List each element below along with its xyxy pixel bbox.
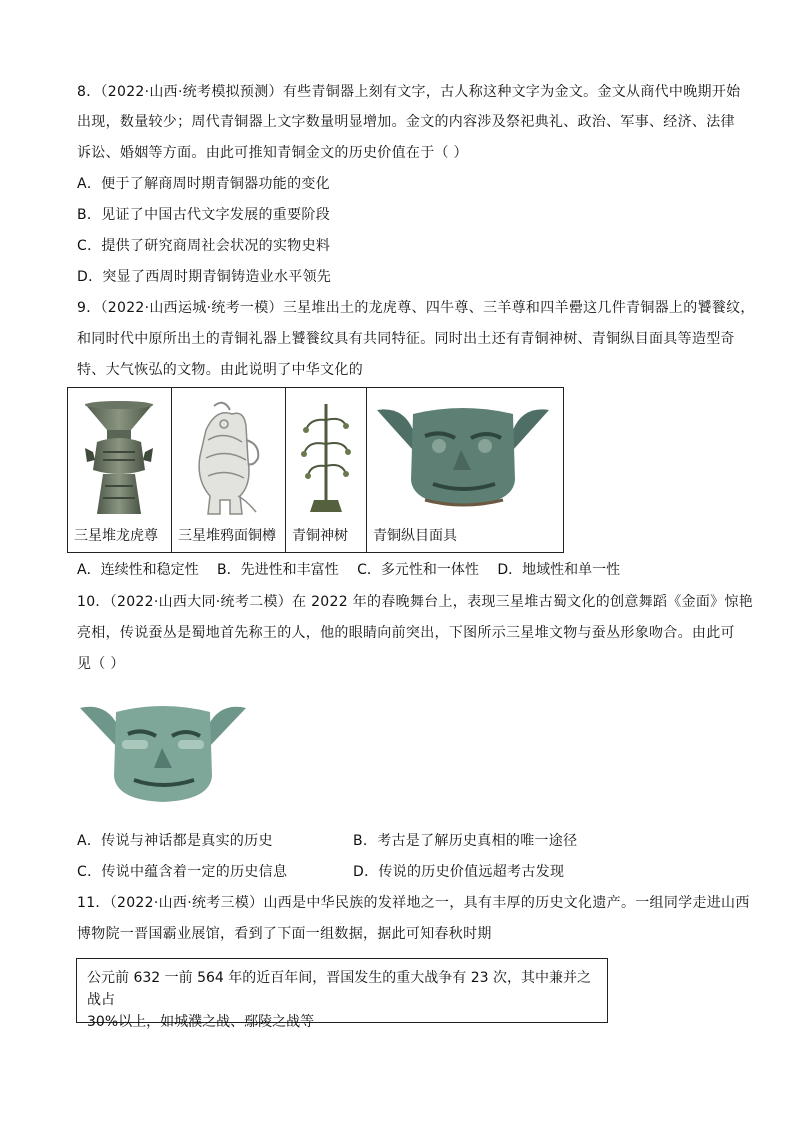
caption-zun: 三星堆龙虎尊 [74,528,158,544]
q10-option-a: A．传说与神话都是真实的历史 [77,833,273,849]
artifact-cell-mask [367,388,563,552]
q8-option-a: A．便于了解商周时期青铜器功能的变化 [77,176,330,192]
bronze-zun-image [79,400,159,518]
q10-option-c: C．传说中蕴含着一定的历史信息 [77,864,288,880]
q10-stem-line-1: 10．（2022·山西大同·统考二模）在 2022 年的春晚舞台上，表现三星堆古蜀文化的创意舞蹈《金面》惊艳 [77,594,754,610]
q10-options-row-2 [77,862,565,882]
q10-options-row-1 [77,831,578,851]
caption-tree: 青铜神树 [292,528,348,544]
q9-option-c: C．多元性和一体性 [357,562,479,578]
q10-stem-line-3: 见（ ） [77,656,125,672]
q11-stem-line-2: 博物院一晋国霸业展馆，看到了下面一组数据，据此可知春秋时期 [77,926,492,942]
q9-options [77,560,634,580]
q10-stem-line-2: 亮相，传说蚕丛是蜀地首先称王的人，他的眼睛向前突出，下图所示三星堆文物与蚕丛形象吻合。由此可 [77,625,735,641]
q11-data-box [76,958,608,1030]
q10-option-b: B．考古是了解历史真相的唯一途径 [353,833,578,849]
bronze-mask-photo [78,700,248,806]
caption-mask: 青铜纵目面具 [373,528,457,544]
q9-option-a: A．连续性和稳定性 [77,562,199,578]
q10-option-d: D．传说的历史价值远超考古发现 [353,864,565,880]
q9-option-b: B．先进性和丰富性 [217,562,339,578]
q11-quote-line-2: 30%以上，如城濮之战、鄢陵之战等 [87,1014,315,1030]
q8-option-d: D．突显了西周时期青铜铸造业水平领先 [77,269,332,285]
q11-quote-line-1: 公元前 632 一前 564 年的近百年间，晋国发生的重大战争有 23 次，其中兼并之战占 [87,970,591,1008]
q9-option-d: D．地域性和单一性 [497,562,621,578]
q9-stem-line-1: 9．（2022·山西运城·统考一模）三星堆出土的龙虎尊、四牛尊、三羊尊和四羊罍这几件青铜器上的饕餮纹， [77,300,755,316]
bronze-mask-image [373,400,553,512]
q9-artifact-table [67,387,564,553]
q9-stem-line-3: 特、大气恢弘的文物。由此说明了中华文化的 [77,362,363,378]
q8-stem-line-1: 8．（2022·山西·统考模拟预测）有些青铜器上刻有文字，古人称这种文字为金文。金文从商代中晚期开始 [77,84,741,100]
q8-option-c: C．提供了研究商周社会状况的实物史料 [77,238,331,254]
q8-stem-line-3: 诉讼、婚姻等方面。由此可推知青铜金文的历史价值在于（ ） [77,145,468,161]
artifact-cell-bird [172,388,286,552]
artifact-cell-zun [68,388,172,552]
bronze-tree-image [296,400,356,518]
q8-option-b: B．见证了中国古代文字发展的重要阶段 [77,207,331,223]
caption-bird-vessel: 三星堆鸦面铜樽 [178,528,276,544]
q9-stem-line-2: 和同时代中原所出土的青铜礼器上饕餮纹具有共同特征。同时出土还有青铜神树、青铜纵目面具等造型奇 [77,331,735,347]
q8-stem-line-2: 出现，数量较少；周代青铜器上文字数量明显增加。金文的内容涉及祭祀典礼、政治、军事、经济、法律 [77,114,735,130]
artifact-cell-tree [286,388,367,552]
q11-stem-line-1: 11．（2022·山西·统考三模）山西是中华民族的发祥地之一，具有丰厚的历史文化遗产。一组同学走进山西 [77,895,750,911]
bird-vessel-image [186,400,266,518]
